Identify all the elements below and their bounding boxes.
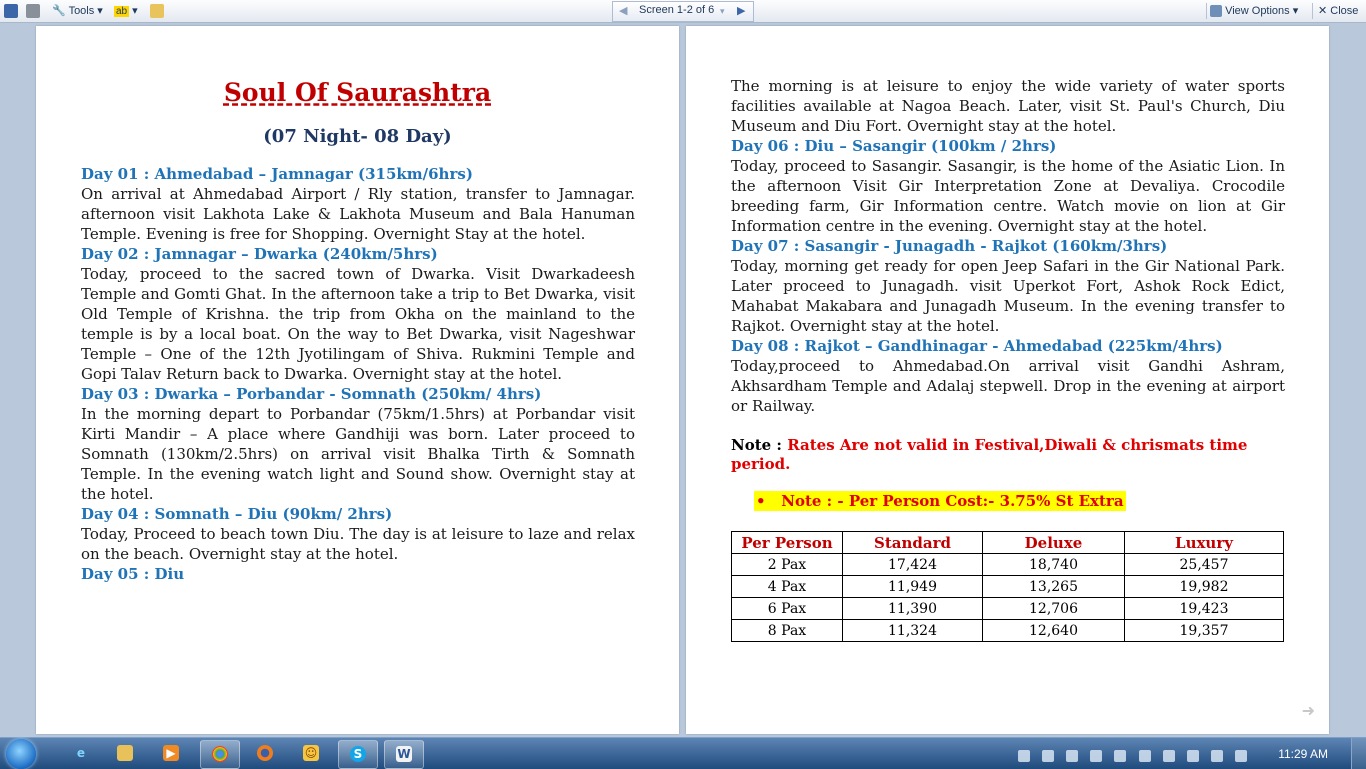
reading-toolbar xyxy=(0,0,1366,23)
table-header: Luxury xyxy=(1125,532,1284,554)
tray-app-icon[interactable] xyxy=(1090,750,1102,762)
day-description: Today, proceed to Sasangir. Sasangir, is the home of the Asiatic Lion. In the afternoon Visit Gir Interpretation Zone at Devaliya. Crocodile breeding farm, Gir Information centre. Watch movie on lion at Gir Information centre in the evening. Overnight stay at the hotel. xyxy=(731,157,1285,235)
start-button[interactable] xyxy=(6,739,36,769)
clock[interactable]: 11:29 AM xyxy=(1278,747,1328,761)
day-heading: Day 02 : Jamnagar – Dwarka (240km/5hrs) xyxy=(81,245,438,263)
table-header-row xyxy=(732,532,1284,554)
note-text: Rates Are not valid in Festival,Diwali & chrismats time period. xyxy=(731,436,1248,473)
note-label: Note : xyxy=(731,436,782,454)
day-description: Today,proceed to Ahmedabad.On arrival visit Gandhi Ashram, Akhsardham Temple and Adalaj stepwell. Drop in the evening at airport or Railway. xyxy=(731,357,1285,415)
close-button[interactable]: ✕ Close xyxy=(1318,5,1359,17)
save-icon[interactable] xyxy=(4,3,18,19)
print-icon[interactable] xyxy=(26,3,40,19)
ie-icon[interactable]: e xyxy=(76,746,86,760)
day-description: Today, proceed to the sacred town of Dwarka. Visit Dwarkadeesh Temple and Gomti Ghat. In the afternoon take a trip to Bet Dwarka, visit Old Temple of Krishna. the trip from Okha on the mainland to the temple is by a local boat. On the way to Bet Dwarka, visit Nageshwar Temple – One of the 12th Jyotilingam of Shiva. Rukmini Temple and Gopi Talav Return back to Dwarka. Overnight stay at the hotel. xyxy=(81,265,635,383)
tray-flag-icon[interactable] xyxy=(1114,750,1126,762)
prev-screen-icon[interactable]: ◀ xyxy=(619,5,628,17)
wrench-icon: 🔧 xyxy=(52,4,66,17)
tray-app-icon[interactable] xyxy=(1066,750,1078,762)
table-cell: 2 Pax xyxy=(732,554,843,576)
next-page-arrow-icon[interactable]: ➜ xyxy=(1301,701,1315,720)
table-row xyxy=(732,620,1284,642)
rates-table xyxy=(731,531,1284,642)
tray-battery-icon[interactable] xyxy=(1163,750,1175,762)
table-row xyxy=(732,576,1284,598)
day-description: The morning is at leisure to enjoy the wide variety of water sports facilities available at Nagoa Beach. Later, visit St. Paul's Church, Diu Museum and Diu Fort. Overnight stay at the hotel. xyxy=(731,77,1285,135)
table-cell: 8 Pax xyxy=(732,620,843,642)
day-heading: Day 03 : Dwarka – Porbandar - Somnath (250km/ 4hrs) xyxy=(81,385,542,403)
messenger-icon[interactable]: ☺ xyxy=(304,746,318,760)
screen-counter[interactable]: Screen 1-2 of 6 xyxy=(639,4,715,16)
screen-dropdown-icon[interactable]: ▾ xyxy=(720,6,725,16)
tray-app-icon[interactable] xyxy=(1042,750,1054,762)
day-description: In the morning depart to Porbandar (75km/1.5hrs) at Porbandar visit Kirti Mandir – A place where Gandhiji was born. Later proceed to Somnath (130km/2.5hrs) on arrival visit Bhalka Tirth & Somnath Temple. In the evening watch light and Sound show. Overnight stay at the hotel. xyxy=(81,405,635,503)
table-cell: 19,982 xyxy=(1125,576,1284,598)
word-icon[interactable]: W xyxy=(384,740,424,769)
left-page xyxy=(36,26,679,734)
firefox-icon[interactable] xyxy=(246,740,284,767)
bullet-icon: • xyxy=(756,492,766,510)
next-screen-icon[interactable]: ▶ xyxy=(737,5,746,17)
table-cell: 4 Pax xyxy=(732,576,843,598)
explorer-icon[interactable] xyxy=(106,740,144,767)
itinerary-right xyxy=(731,76,1285,416)
day-heading: Day 06 : Diu – Sasangir (100km / 2hrs) xyxy=(731,137,1057,155)
table-cell: 18,740 xyxy=(983,554,1125,576)
right-page xyxy=(686,26,1329,734)
table-cell: 13,265 xyxy=(983,576,1125,598)
system-tray xyxy=(1011,747,1322,761)
table-row xyxy=(732,598,1284,620)
table-cell: 25,457 xyxy=(1125,554,1284,576)
view-options-menu[interactable]: View Options ▾ xyxy=(1210,3,1298,19)
table-row xyxy=(732,554,1284,576)
skype-icon[interactable]: S xyxy=(338,740,378,769)
tray-monitor-icon[interactable] xyxy=(1139,750,1151,762)
day-description: Today, Proceed to beach town Diu. The day is at leisure to laze and relax on the beach. Overnight stay at the hotel. xyxy=(81,525,635,563)
table-header: Standard xyxy=(843,532,983,554)
table-header: Per Person xyxy=(732,532,843,554)
table-cell: 12,706 xyxy=(983,598,1125,620)
folder-icon[interactable] xyxy=(150,3,164,19)
tools-menu[interactable]: 🔧 Tools ▾ xyxy=(52,4,103,17)
media-player-icon[interactable]: ▶ xyxy=(152,740,190,767)
cost-note-bullet: • Note : - Per Person Cost:- 3.75% St Extra xyxy=(756,492,1124,510)
taskbar xyxy=(0,737,1366,769)
spelling-icon[interactable]: ab ▾ xyxy=(116,5,138,17)
page-subtitle: (07 Night- 08 Day) xyxy=(263,126,452,147)
table-cell: 11,390 xyxy=(843,598,983,620)
rates-note xyxy=(731,436,1251,474)
page-title: Soul Of Saurashtra xyxy=(223,78,492,107)
tray-volume-icon[interactable] xyxy=(1235,750,1247,762)
chrome-icon[interactable] xyxy=(200,740,240,769)
itinerary-left xyxy=(81,164,635,584)
table-cell: 11,324 xyxy=(843,620,983,642)
table-cell: 17,424 xyxy=(843,554,983,576)
day-description: On arrival at Ahmedabad Airport / Rly station, transfer to Jamnagar. afternoon visit Lakhota Lake & Lakhota Museum and Bala Hanuman Temple. Evening is free for Shopping. Overnight Stay at the hotel. xyxy=(81,185,635,243)
day-heading: Day 05 : Diu xyxy=(81,565,185,583)
table-header: Deluxe xyxy=(983,532,1125,554)
day-heading: Day 01 : Ahmedabad – Jamnagar (315km/6hrs) xyxy=(81,165,473,183)
tray-teamviewer-icon[interactable] xyxy=(1018,750,1030,762)
table-cell: 19,423 xyxy=(1125,598,1284,620)
show-desktop-button[interactable] xyxy=(1351,738,1366,769)
day-heading: Day 08 : Rajkot – Gandhinagar - Ahmedabad (225km/4hrs) xyxy=(731,337,1223,355)
day-heading: Day 07 : Sasangir - Junagadh - Rajkot (160km/3hrs) xyxy=(731,237,1168,255)
table-cell: 11,949 xyxy=(843,576,983,598)
table-cell: 19,357 xyxy=(1125,620,1284,642)
close-icon: ✕ xyxy=(1318,5,1328,17)
day-description: Today, morning get ready for open Jeep Safari in the Gir National Park. Later proceed to Junagadh. visit Uperkot Fort, Ashok Rock Edict, Mahabat Makabara and Junagadh Museum. In the evening transfer to Rajkot. Overnight stay at the hotel. xyxy=(731,257,1285,335)
tray-signal-icon[interactable] xyxy=(1211,750,1223,762)
screen-navigator xyxy=(612,1,754,22)
table-cell: 6 Pax xyxy=(732,598,843,620)
table-cell: 12,640 xyxy=(983,620,1125,642)
tray-bluetooth-icon[interactable] xyxy=(1187,750,1199,762)
day-heading: Day 04 : Somnath – Diu (90km/ 2hrs) xyxy=(81,505,393,523)
